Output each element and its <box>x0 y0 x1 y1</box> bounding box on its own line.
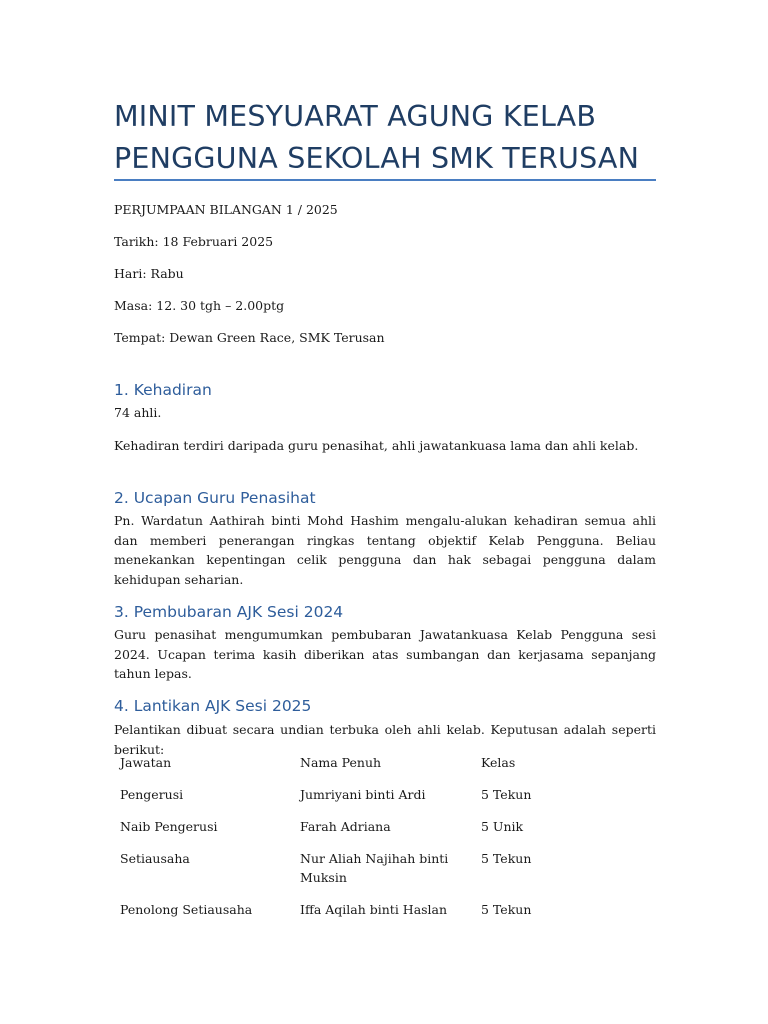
committee-table <box>120 753 660 932</box>
attendance-description: Kehadiran terdiri daripada guru penasihat, ahli jawatankuasa lama dan ahli kelab. <box>114 438 639 453</box>
table-row <box>120 817 660 849</box>
document-title: MINIT MESYUARAT AGUNG KELAB PENGGUNA SEKOLAH SMK TERUSAN <box>114 100 640 175</box>
table-cell-class: 5 Tekun <box>481 787 532 802</box>
meeting-day: Hari: Rabu <box>114 266 184 281</box>
column-header-class: Kelas <box>481 755 516 770</box>
table-cell-position: Naib Pengerusi <box>120 819 218 834</box>
appointment-paragraph: Pelantikan dibuat secara undian terbuka oleh ahli kelab. Keputusan adalah seperti berikut: <box>114 722 656 757</box>
advisor-speech-paragraph: Pn. Wardatun Aathirah binti Mohd Hashim mengalu-alukan kehadiran semua ahli dan memberi penerangan ringkas tentang objektif Kelab Pengguna. Beliau menekankan kepentingan celik pengguna dan hak sebagai pengguna dalam kehidupan seharian. <box>114 513 656 587</box>
meeting-number: PERJUMPAAN BILANGAN 1 / 2025 <box>114 202 338 217</box>
dissolution-paragraph: Guru penasihat mengumumkan pembubaran Jawatankuasa Kelab Pengguna sesi 2024. Ucapan terima kasih diberikan atas sumbangan dan kerjasama sepanjang tahun lepas. <box>114 627 656 681</box>
table-cell-position: Pengerusi <box>120 787 184 802</box>
section-heading-dissolution: 3. Pembubaran AJK Sesi 2024 <box>114 603 344 621</box>
table-cell-name: Nur Aliah Najihah binti Muksin <box>300 851 449 885</box>
table-cell-name: Jumriyani binti Ardi <box>300 787 426 802</box>
table-cell-class: 5 Unik <box>481 819 524 834</box>
attendance-count: 74 ahli. <box>114 405 162 420</box>
table-header-row <box>120 753 660 785</box>
table-cell-name: Farah Adriana <box>300 819 391 834</box>
column-header-position: Jawatan <box>120 755 172 770</box>
table-cell-class: 5 Tekun <box>481 902 532 917</box>
meeting-date: Tarikh: 18 Februari 2025 <box>114 234 274 249</box>
table-row <box>120 900 660 932</box>
title-underline <box>114 179 656 181</box>
table-cell-name: Iffa Aqilah binti Haslan <box>300 902 448 917</box>
table-row <box>120 849 660 900</box>
meeting-time: Masa: 12. 30 tgh – 2.00ptg <box>114 298 285 313</box>
section-heading-advisor-speech: 2. Ucapan Guru Penasihat <box>114 489 316 507</box>
table-cell-class: 5 Tekun <box>481 851 532 866</box>
table-cell-position: Penolong Setiausaha <box>120 902 253 917</box>
section-heading-appointment: 4. Lantikan AJK Sesi 2025 <box>114 697 312 715</box>
table-cell-position: Setiausaha <box>120 851 190 866</box>
table-row <box>120 785 660 817</box>
section-heading-attendance: 1. Kehadiran <box>114 381 212 399</box>
column-header-full-name: Nama Penuh <box>300 755 382 770</box>
meeting-venue: Tempat: Dewan Green Race, SMK Terusan <box>114 330 385 345</box>
